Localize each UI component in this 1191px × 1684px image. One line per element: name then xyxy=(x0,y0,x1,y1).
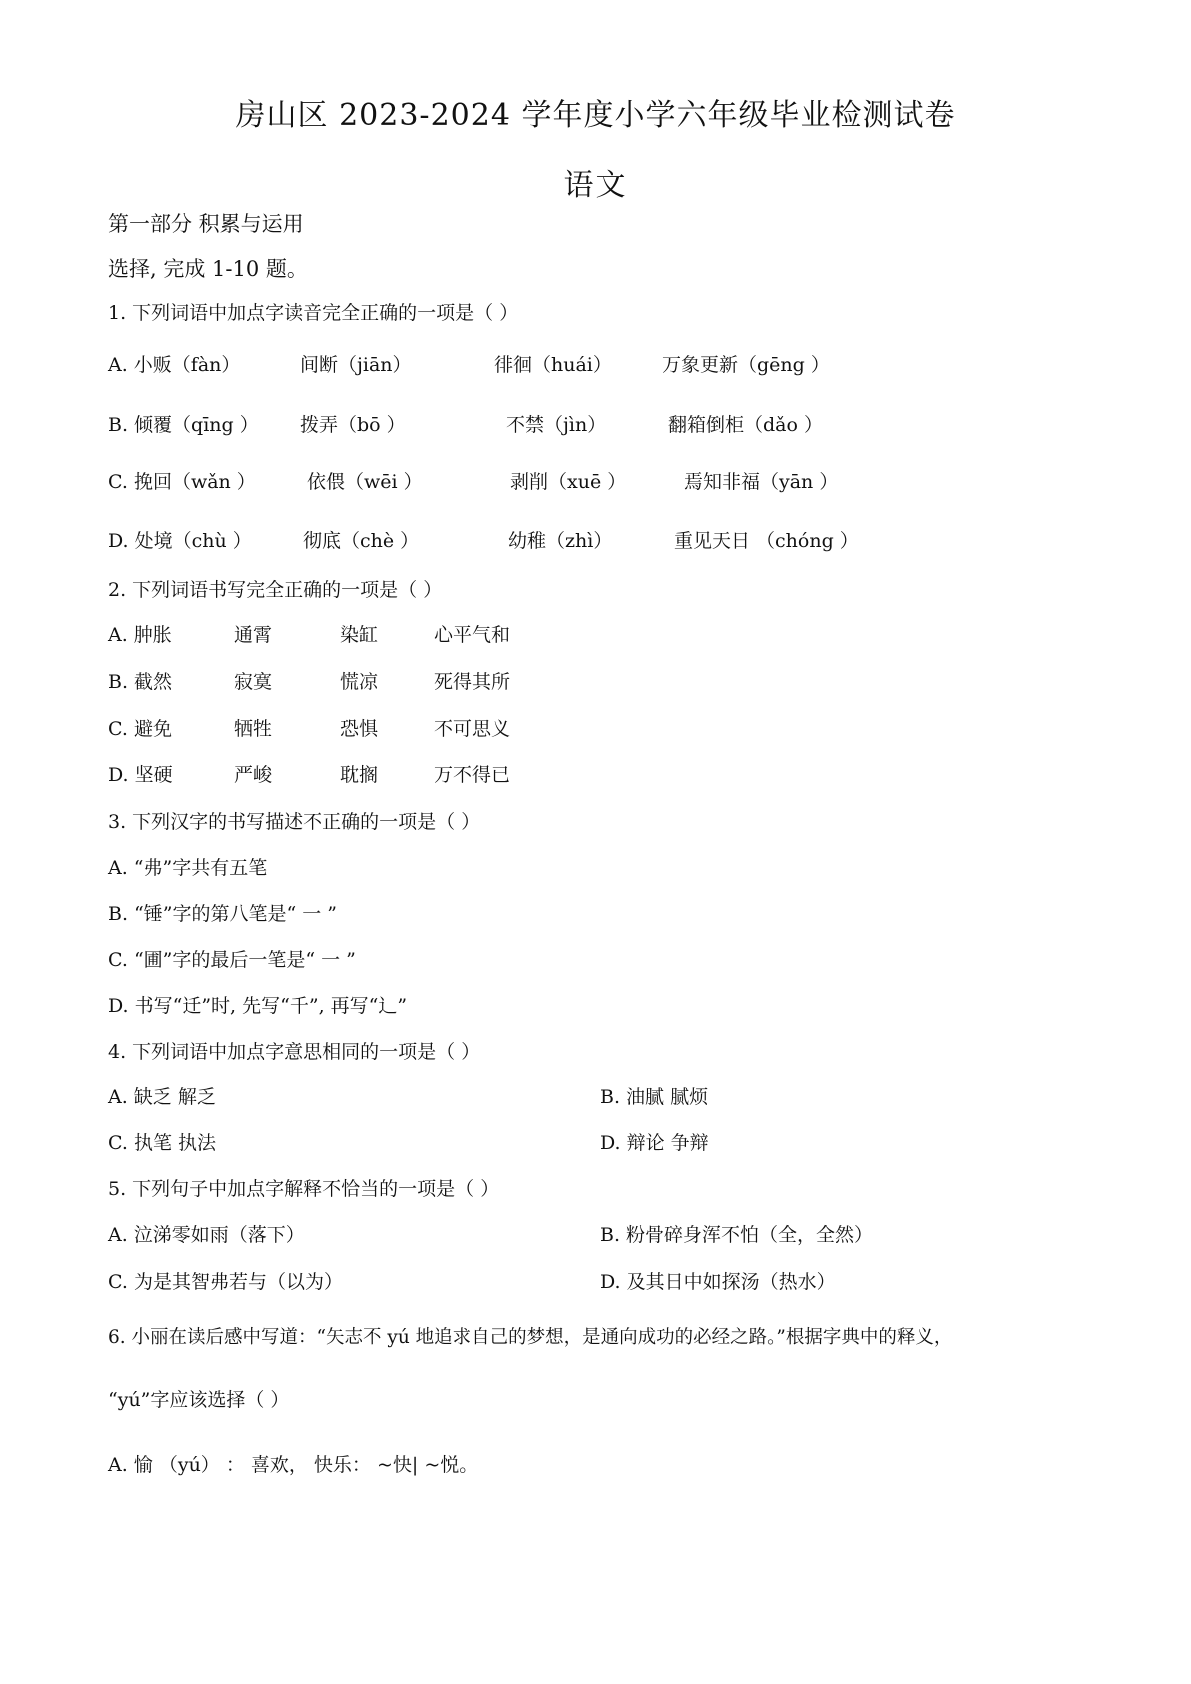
q2-d-word2: 严峻 xyxy=(234,764,273,786)
q1-b-word3: 不禁（jìn） xyxy=(506,414,607,436)
q4-stem: 4. 下列词语中加点字意思相同的一项是（ ） xyxy=(108,1041,481,1063)
q1-d-word4: 重见天日 （chóng ） xyxy=(674,530,859,552)
q3-option-d: D. 书写“迁”时, 先写“千”, 再写“辶” xyxy=(108,995,408,1017)
q1-b-word2: 拨弄（bō ） xyxy=(300,414,406,436)
q1-b-word4: 翻箱倒柜（dǎo ） xyxy=(668,414,823,436)
q2-d-word3: 耽搁 xyxy=(340,764,379,786)
q1-d-word1: D. 处境（chù ） xyxy=(108,530,252,552)
q2-stem: 2. 下列词语书写完全正确的一项是（ ） xyxy=(108,579,443,601)
q1-c-word1: C. 挽回（wǎn ） xyxy=(108,471,256,493)
q2-c-word4: 不可思义 xyxy=(434,718,511,740)
q5-option-c: C. 为是其智弗若与（以为） xyxy=(108,1271,343,1293)
q2-d-word1: D. 坚硬 xyxy=(108,764,173,786)
q4-option-c: C. 执笔 执法 xyxy=(108,1132,216,1154)
q6-option-a: A. 愉 （yú） ： 喜欢， 快乐： ~快| ~悦。 xyxy=(108,1454,479,1476)
q1-stem: 1. 下列词语中加点字读音完全正确的一项是（ ） xyxy=(108,302,519,324)
q3-option-a: A. “弗”字共有五笔 xyxy=(108,857,268,879)
q5-option-a: A. 泣涕零如雨（落下） xyxy=(108,1224,305,1246)
q1-a-word1: A. 小贩（fàn） xyxy=(108,354,241,376)
q2-b-word4: 死得其所 xyxy=(434,671,511,693)
q2-c-word3: 恐惧 xyxy=(340,718,379,740)
q2-b-word3: 慌凉 xyxy=(340,671,379,693)
q4-option-d: D. 辩论 争辩 xyxy=(600,1132,709,1154)
q1-d-word2: 彻底（chè ） xyxy=(303,530,420,552)
q2-d-word4: 万不得已 xyxy=(434,764,511,786)
q2-a-word2: 通霄 xyxy=(234,624,273,646)
q1-c-word4: 焉知非福（yān ） xyxy=(684,471,839,493)
q4-option-b: B. 油腻 腻烦 xyxy=(600,1086,709,1108)
q2-a-word4: 心平气和 xyxy=(434,624,511,646)
q5-stem: 5. 下列句子中加点字解释不恰当的一项是（ ） xyxy=(108,1178,500,1200)
q6-stem-line1: 6. 小丽在读后感中写道：“矢志不 yú 地追求自己的梦想，是通向成功的必经之路。”根据字典中的释义， xyxy=(108,1327,953,1348)
q1-a-word3: 徘徊（huái） xyxy=(494,354,612,376)
subject-title: 语文 xyxy=(563,168,628,203)
q2-b-word2: 寂寞 xyxy=(234,671,273,693)
q6-stem-line2: “yú”字应该选择（ ） xyxy=(108,1389,290,1411)
q2-b-word1: B. 截然 xyxy=(108,671,173,693)
q1-b-word1: B. 倾覆（qīng ） xyxy=(108,414,259,436)
exam-title: 房山区 2023-2024 学年度小学六年级毕业检测试卷 xyxy=(235,98,956,133)
q1-d-word3: 幼稚（zhì） xyxy=(508,530,613,552)
q3-option-c: C. “圃”字的最后一笔是“ 一 ” xyxy=(108,949,356,971)
part1-heading: 第一部分 积累与运用 xyxy=(108,212,304,236)
q1-c-word2: 依偎（wēi ） xyxy=(307,471,423,493)
q2-a-word1: A. 肿胀 xyxy=(108,624,172,646)
q2-a-word3: 染缸 xyxy=(340,624,379,646)
q5-option-d: D. 及其日中如探汤（热水） xyxy=(600,1271,836,1293)
q1-a-word4: 万象更新（gēng ） xyxy=(662,354,830,376)
q3-stem: 3. 下列汉字的书写描述不正确的一项是（ ） xyxy=(108,811,481,833)
q2-c-word2: 牺牲 xyxy=(234,718,273,740)
q5-option-b: B. 粉骨碎身浑不怕（全，全然） xyxy=(600,1224,874,1246)
q3-option-b: B. “锤”字的第八笔是“ 一 ” xyxy=(108,903,337,925)
q1-a-word2: 间断（jiān） xyxy=(300,354,412,376)
q2-c-word1: C. 避免 xyxy=(108,718,172,740)
q1-c-word3: 剥削（xuē ） xyxy=(510,471,627,493)
q4-option-a: A. 缺乏 解乏 xyxy=(108,1086,216,1108)
instruction: 选择, 完成 1-10 题。 xyxy=(108,257,308,281)
